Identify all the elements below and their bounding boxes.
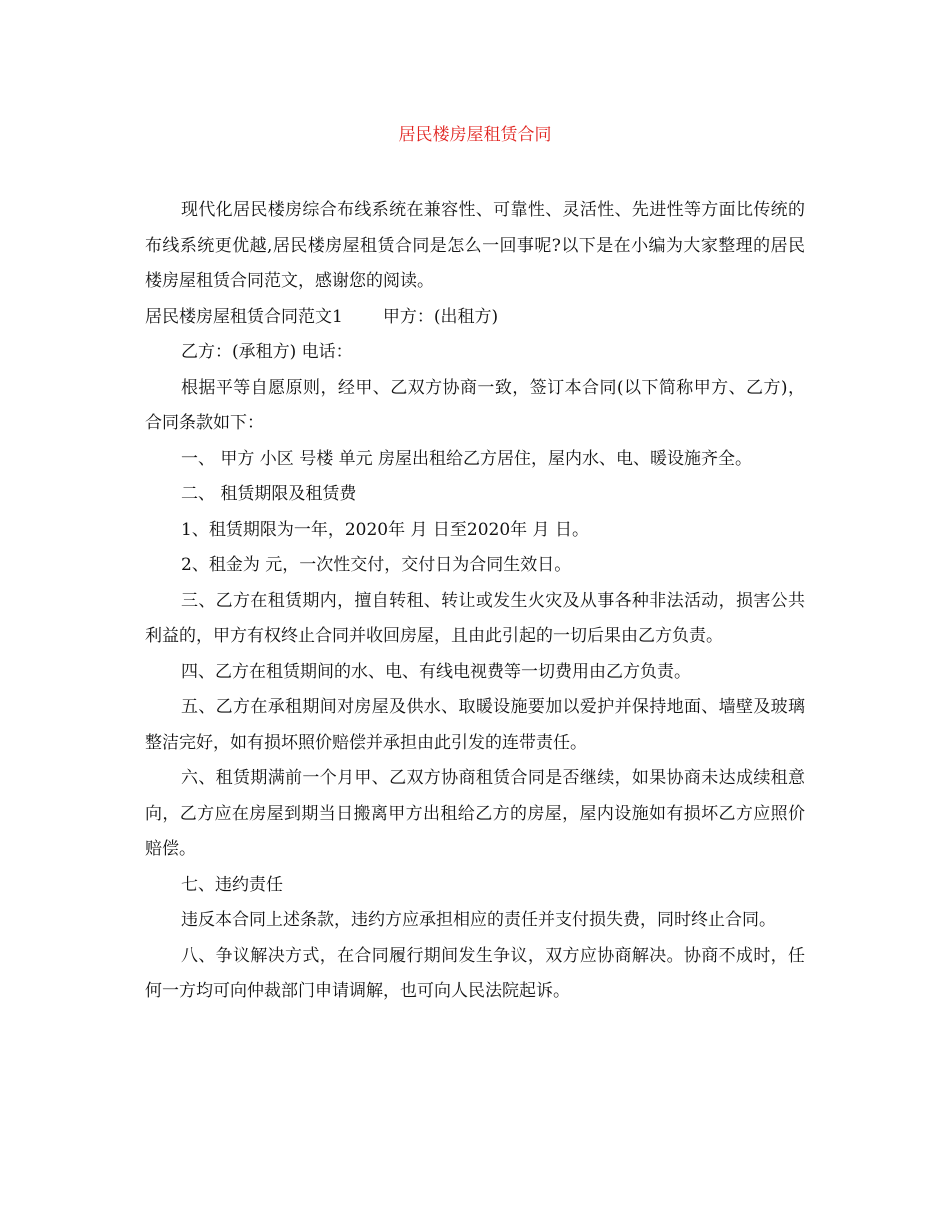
clause-4: 四、乙方在租赁期间的水、电、有线电视费等一切费用由乙方负责。 (181, 661, 691, 682)
clause-5: 五、乙方在承租期间对房屋及供水、取暖设施要加以爱护并保持地面、墙壁及玻璃整洁完好，如有损坏照价赔偿并承担由此引发的连带责任。 (145, 697, 805, 753)
preamble-paragraph: 根据平等自愿原则，经甲、乙双方协商一致，签订本合同(以下简称甲方、乙方)，合同条款如下： (145, 377, 805, 433)
clause-8: 八、争议解决方式，在合同履行期间发生争议，双方应协商解决。协商不成时，任何一方均可向仲裁部门申请调解，也可向人民法院起诉。 (145, 945, 805, 1001)
document-body (145, 193, 805, 1010)
clause-2-heading: 二、 租赁期限及租赁费 (181, 484, 357, 504)
clause-3: 三、乙方在租赁期内，擅自转租、转让或发生火灾及从事各种非法活动，损害公共利益的，甲方有权终止合同并收回房屋，且由此引起的一切后果由乙方负责。 (145, 590, 805, 646)
sample-heading: 居民楼房屋租赁合同范文1 (145, 306, 343, 327)
sample-heading-line (145, 300, 805, 336)
clause-1: 一、 甲方 小区 号楼 单元 房屋出租给乙方居住，屋内水、电、暖设施齐全。 (181, 448, 753, 469)
party-a-label: 甲方：(出租方) (382, 306, 499, 327)
party-b-label: 乙方：(承租方) 电话： (181, 342, 353, 362)
clause-7-text: 违反本合同上述条款，违约方应承担相应的责任并支付损失费，同时终止合同。 (181, 910, 776, 930)
intro-paragraph: 现代化居民楼房综合布线系统在兼容性、可靠性、灵活性、先进性等方面比传统的布线系统更优越,居民楼房屋租赁合同是怎么一回事呢?以下是在小编为大家整理的居民楼房屋租赁合同范文，感谢您的阅读。 (145, 200, 805, 291)
clause-2-2: 2、租金为 元，一次性交付，交付日为合同生效日。 (181, 555, 572, 575)
clause-2-1: 1、租赁期限为一年，2020年 月 日至2020年 月 日。 (181, 519, 589, 540)
clause-7-heading: 七、违约责任 (181, 874, 283, 895)
document-title: 居民楼房屋租赁合同 (398, 125, 552, 145)
clause-6: 六、租赁期满前一个月甲、乙双方协商租赁合同是否继续，如果协商未达成续租意向，乙方应在房屋到期当日搬离甲方出租给乙方的房屋，屋内设施如有损坏乙方应照价赔偿。 (145, 768, 805, 859)
